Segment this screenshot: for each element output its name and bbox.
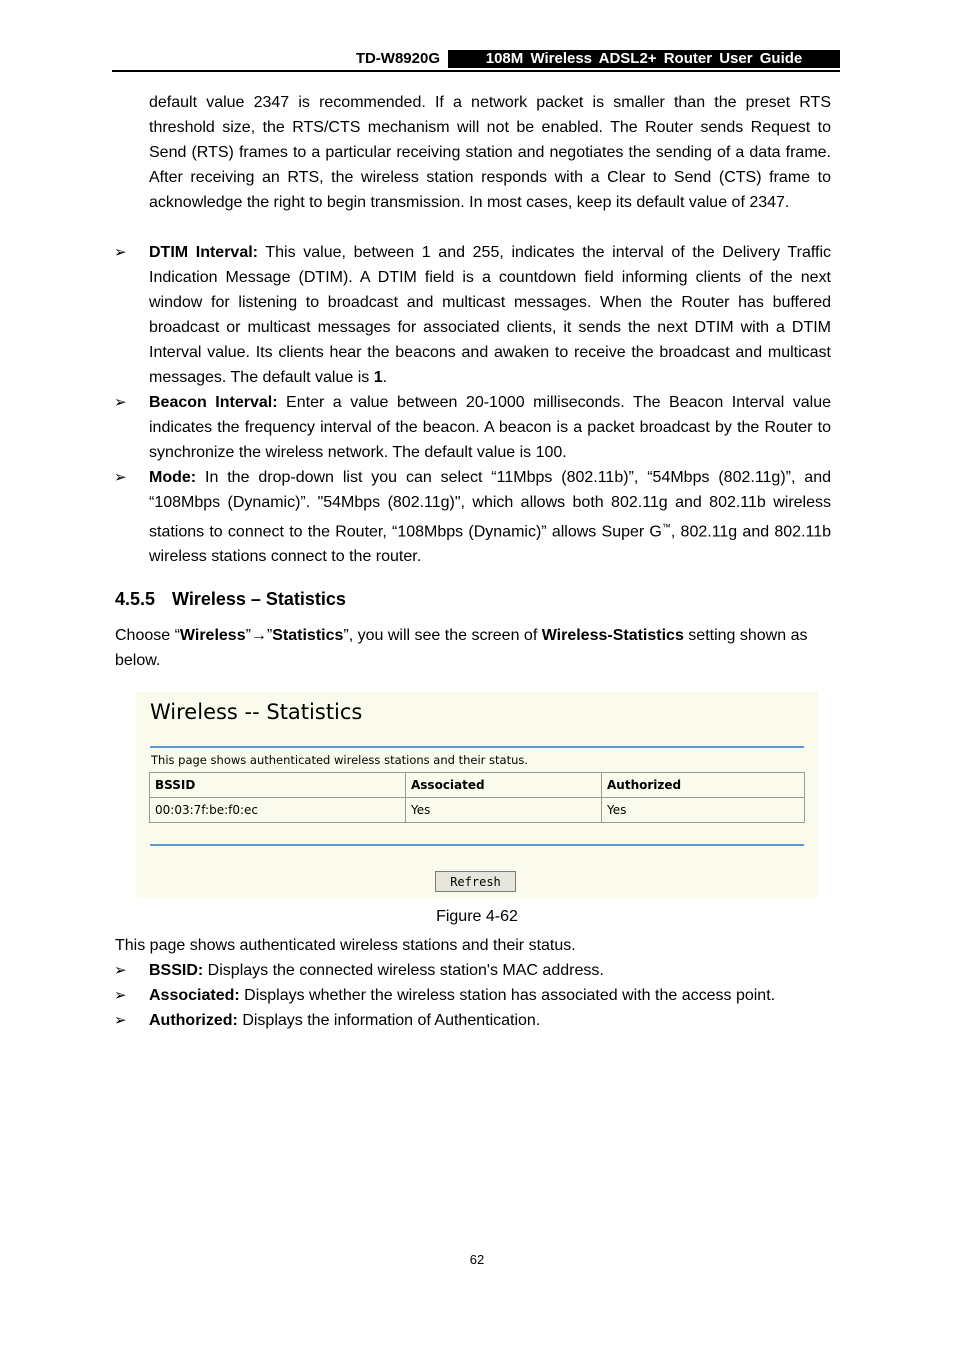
stations-table [149, 772, 805, 823]
section-title: Wireless – Statistics [172, 589, 346, 609]
menu-arrow: ”→” [245, 627, 273, 644]
panel-title: Wireless -- Statistics [150, 700, 363, 724]
bullet-desc: Enter a value between 20-1000 milliseconds. The Beacon Interval value indicates the frequency interval of the beacon. A beacon is a packet broadcast by the Router to synchronize the wireless network. The default value is 100. [149, 394, 832, 461]
screen-name: Wireless-Statistics [541, 627, 684, 644]
bullet-arrow-icon: ➢ [114, 469, 127, 486]
menu-wireless: Wireless [179, 627, 246, 644]
cell-associated: Yes [406, 798, 602, 823]
trademark-mark: ™ [661, 522, 671, 532]
guide-title: 108M Wireless ADSL2+ Router User Guide [448, 50, 840, 68]
panel-description: This page shows authenticated wireless stations and their status. [151, 753, 529, 767]
menu-statistics: Statistics [272, 627, 344, 644]
bullet-arrow-icon: ➢ [114, 987, 127, 1004]
bullet-dtim [149, 240, 831, 390]
bullet-arrow-icon: ➢ [114, 1012, 127, 1029]
bullet-beacon [149, 390, 831, 465]
section-heading [115, 587, 346, 611]
summary-text: This page shows authenticated wireless stations and their status. [115, 937, 576, 954]
divider-bottom [150, 844, 804, 846]
page-number: 62 [469, 1252, 485, 1267]
bullet-desc: Displays the information of Authentication. [237, 1012, 541, 1029]
intro-paragraph [115, 623, 840, 673]
bullet-term: BSSID: [149, 962, 204, 979]
intro-text: setting shown as below. [115, 627, 808, 669]
bullet-authorized [149, 1008, 540, 1033]
bullet-arrow-icon: ➢ [114, 394, 127, 411]
column-header-authorized: Authorized [602, 773, 805, 798]
bullet-tail: , 802.11g and 802.11b wireless stations connect to the router. [149, 523, 831, 566]
bullet-term: DTIM Interval: [149, 244, 258, 261]
rts-paragraph: default value 2347 is recommended. If a network packet is smaller than the preset RTS threshold size, the RTS/CTS mechanism will not be enabled. The Router sends Request to Send (RTS) frames to a particular receiving station and negotiates the sending of a data frame. After receiving an RTS, the wireless station responds with a Clear to Send (CTS) frame to acknowledge the right to begin transmission. In most cases, keep its default value of 2347. [149, 94, 831, 211]
bullet-bssid [149, 958, 604, 983]
bullet-tail: . [382, 369, 388, 386]
column-header-associated: Associated [406, 773, 602, 798]
intro-text: Choose “ [115, 627, 180, 644]
divider-top [150, 746, 804, 748]
statistics-screenshot [136, 692, 818, 898]
table-row [150, 798, 805, 823]
figure-caption: Figure 4-62 [436, 908, 518, 925]
bullet-bold-value: 1 [373, 369, 383, 386]
table-header-row [150, 773, 805, 798]
bullet-desc: In the drop-down list you can select “11Mbps (802.11b)”, “54Mbps (802.11g)”, and “108Mbps (Dynamic)”. "54Mbps (802.11g)", which allows both 802.11g and 802.11b wireless stations to connect to the Router, “108Mbps (Dynamic)” allows Super G [149, 469, 831, 541]
bullet-desc: This value, between 1 and 255, indicates the interval of the Delivery Traffic Indication Message (DTIM). A DTIM field is a countdown field informing clients of the next window for listening to broadcast and multicast messages. When the Router has buffered broadcast or multicast messages for associated clients, it sends the next DTIM with a DTIM Interval value. Its clients hear the beacons and awaken to receive the broadcast and multicast messages. The default value is [149, 244, 831, 386]
bullet-desc: Displays whether the wireless station has associated with the access point. [239, 987, 776, 1004]
bullet-mode [149, 465, 831, 569]
bullet-term: Mode: [149, 469, 197, 486]
bullet-desc: Displays the connected wireless station's MAC address. [203, 962, 604, 979]
section-number: 4.5.5 [115, 589, 156, 609]
cell-authorized: Yes [602, 798, 805, 823]
page-header [112, 48, 840, 72]
bullet-associated [149, 983, 775, 1008]
bullet-term: Associated: [149, 987, 240, 1004]
refresh-button[interactable]: Refresh [435, 871, 516, 892]
model-name: TD-W8920G [355, 50, 440, 67]
column-header-bssid: BSSID [150, 773, 406, 798]
cell-bssid: 00:03:7f:be:f0:ec [150, 798, 406, 823]
bullet-arrow-icon: ➢ [114, 244, 127, 261]
bullet-term: Authorized: [149, 1012, 238, 1029]
bullet-arrow-icon: ➢ [114, 962, 127, 979]
intro-text: ”, you will see the screen of [343, 627, 542, 644]
bullet-term: Beacon Interval: [149, 394, 278, 411]
